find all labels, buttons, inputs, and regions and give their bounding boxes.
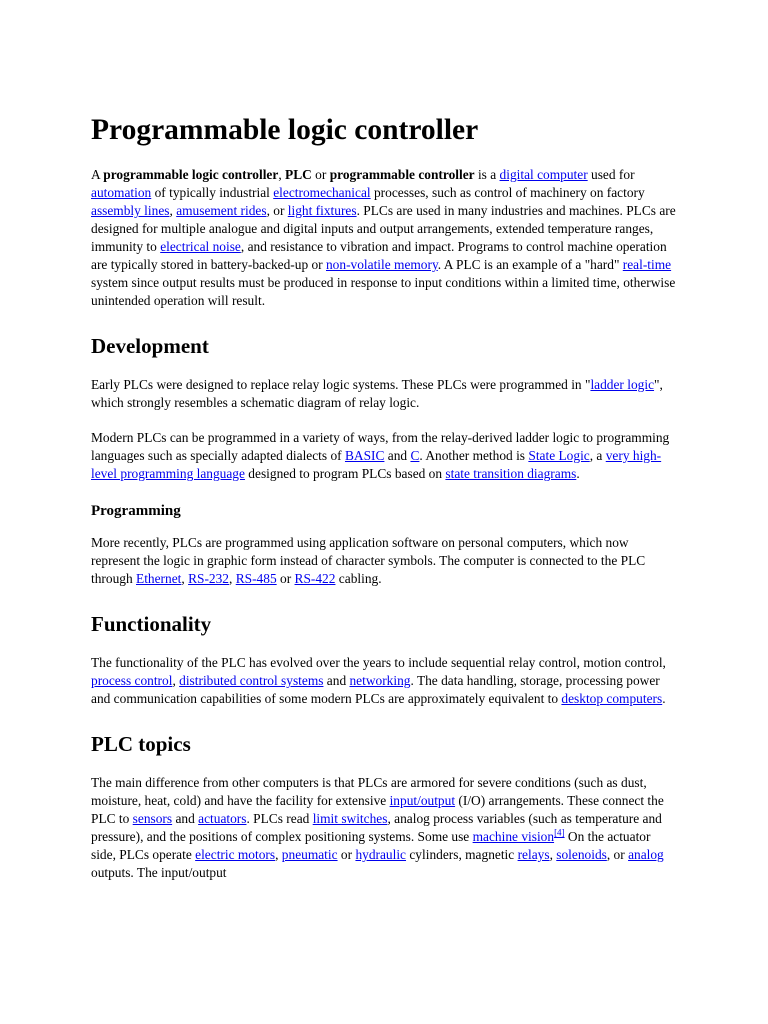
- intro-paragraph: A programmable logic controller, PLC or programmable controller is a digital computer used for automation of typically industrial electromechanical processes, such as control of machinery on factory assembly lines, amusement rides, or light fixtures. PLCs are used in many industries and machines. PLCs are designed for multiple analogue and digital inputs and output arrangements, extended temperature ranges, immunity to electrical noise, and resistance to vibration and impact. Programs to control machine operation are typically stored in battery-backed-up or non-volatile memory. A PLC is an example of a "hard" real-time system since output results must be produced in response to input conditions within a limited time, otherwise unintended operation will result.: [91, 167, 676, 308]
- link-basic[interactable]: BASIC: [344, 448, 385, 463]
- link-state-logic[interactable]: State Logic: [528, 448, 590, 463]
- link-very-high-level-programming-language[interactable]: very high-level programming language: [91, 448, 662, 481]
- link-electromechanical[interactable]: electromechanical: [273, 185, 371, 200]
- heading-functionality: Functionality: [91, 612, 212, 636]
- link-automation[interactable]: automation: [91, 185, 152, 200]
- link-electric-motors[interactable]: electric motors: [195, 847, 276, 862]
- link-digital-computer[interactable]: digital computer: [499, 167, 588, 182]
- link-rs-422[interactable]: RS-422: [294, 571, 336, 586]
- heading-development: Development: [91, 334, 209, 358]
- link-distributed-control-systems[interactable]: distributed control systems: [179, 673, 324, 688]
- link-state-transition-diagrams[interactable]: state transition diagrams: [445, 466, 577, 481]
- document-body: [91, 110, 677, 899]
- link-desktop-computers[interactable]: desktop computers: [561, 691, 663, 706]
- link-solenoids[interactable]: solenoids: [556, 847, 607, 862]
- link-networking[interactable]: networking: [349, 673, 411, 688]
- link-non-volatile-memory[interactable]: non-volatile memory: [325, 257, 438, 272]
- link-actuators[interactable]: actuators: [198, 811, 247, 826]
- link-real-time[interactable]: real-time: [622, 257, 672, 272]
- heading-programming: Programming: [91, 503, 181, 519]
- link-ladder-logic[interactable]: ladder logic: [590, 377, 655, 392]
- development-paragraph-2: Modern PLCs can be programmed in a variety of ways, from the relay-derived ladder logic to programming languages such as specially adapted dialects of BASIC and C. Another method is State Logic, a very high-level programming language designed to program PLCs based on state transition diagrams.: [91, 430, 670, 481]
- link-hydraulic[interactable]: hydraulic: [355, 847, 407, 862]
- link-ethernet[interactable]: Ethernet: [136, 571, 182, 586]
- plc-topics-paragraph: The main difference from other computers is that PLCs are armored for severe conditions (such as dust, moisture, heat, cold) and have the facility for extensive input/output (I/O) arrangements. These connect the PLC to sensors and actuators. PLCs read limit switches, analog process variables (such as temperature and pressure), and the positions of complex positioning systems. Some use machine vision[4] On the actuator side, PLCs operate electric motors, pneumatic or hydraulic cylinders, magnetic relays, solenoids, or analog outputs. The input/output: [91, 775, 664, 880]
- link-rs-232[interactable]: RS-232: [188, 571, 230, 586]
- programming-paragraph: More recently, PLCs are programmed using application software on personal computers, which now represent the logic in graphic form instead of character symbols. The computer is connected to the PLC through Ethernet, RS-232, RS-485 or RS-422 cabling.: [91, 535, 646, 586]
- link-analog[interactable]: analog: [628, 847, 664, 862]
- link-pneumatic[interactable]: pneumatic: [281, 847, 338, 862]
- link-input-output[interactable]: input/output: [389, 793, 456, 808]
- citation-4[interactable]: [4]: [554, 827, 565, 838]
- link-process-control[interactable]: process control: [91, 673, 173, 688]
- link-c[interactable]: C: [410, 448, 420, 463]
- link-relays[interactable]: relays: [517, 847, 550, 862]
- link-assembly-lines[interactable]: assembly lines: [91, 203, 170, 218]
- heading-plc-topics: PLC topics: [91, 732, 191, 756]
- link-limit-switches[interactable]: limit switches: [312, 811, 388, 826]
- development-paragraph-1: Early PLCs were designed to replace relay logic systems. These PLCs were programmed in "ladder logic", which strongly resembles a schematic diagram of relay logic.: [91, 377, 663, 410]
- link-machine-vision[interactable]: machine vision: [472, 829, 555, 844]
- functionality-paragraph: The functionality of the PLC has evolved over the years to include sequential relay control, motion control, process control, distributed control systems and networking. The data handling, storage, processing power and communication capabilities of some modern PLCs are approximately equivalent to desktop computers.: [91, 655, 666, 706]
- link-rs-485[interactable]: RS-485: [235, 571, 277, 586]
- link-amusement-rides[interactable]: amusement rides: [176, 203, 267, 218]
- link-sensors[interactable]: sensors: [132, 811, 173, 826]
- page-title: Programmable logic controller: [91, 114, 479, 146]
- link-light-fixtures[interactable]: light fixtures: [287, 203, 357, 218]
- link-electrical-noise[interactable]: electrical noise: [160, 239, 241, 254]
